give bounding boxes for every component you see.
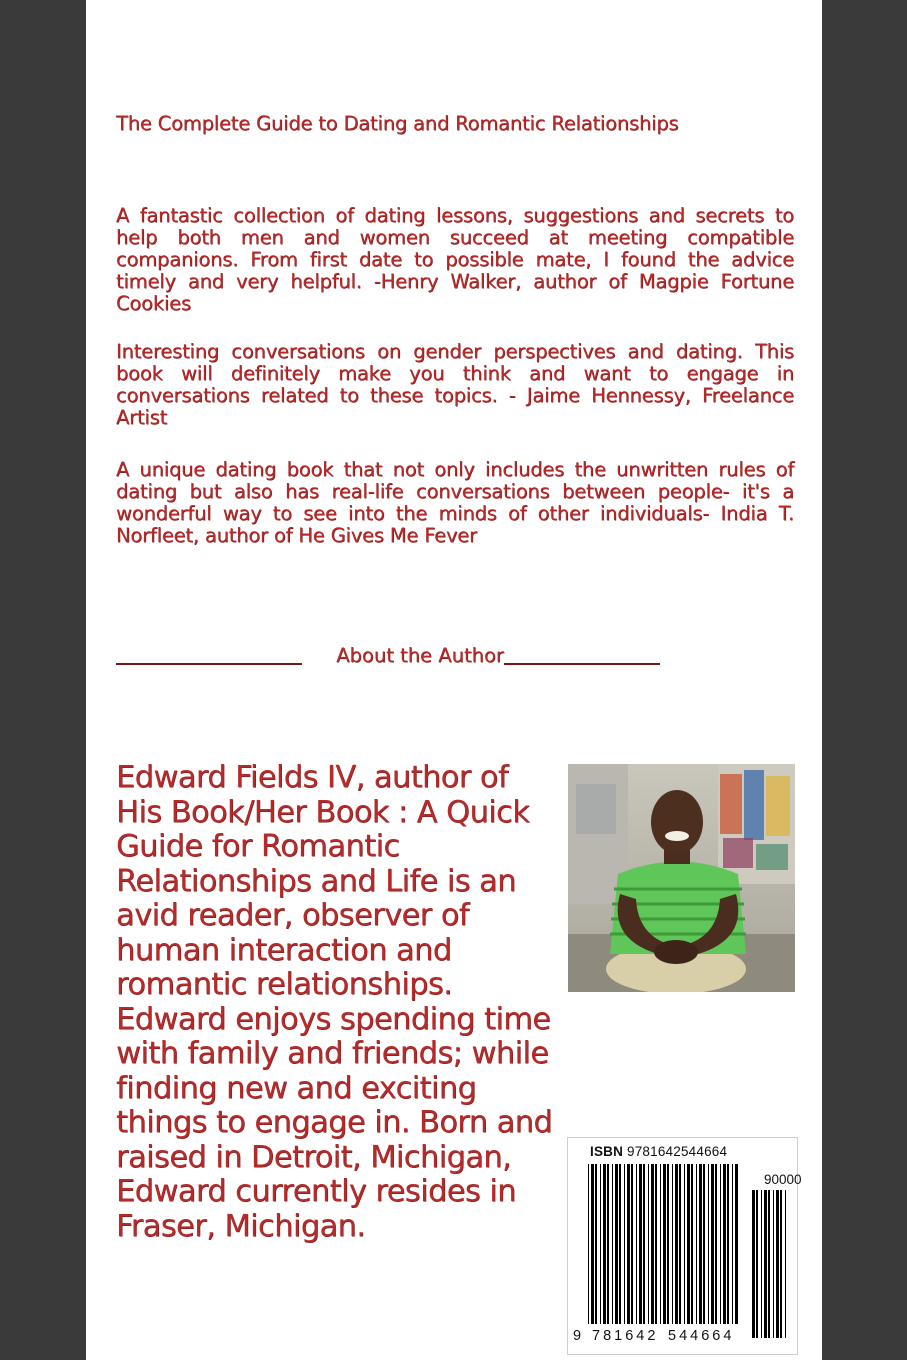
barcode-digit-first: 9 [573,1328,582,1344]
barcode-digit-group-2: 544664 [668,1328,735,1344]
barcode-bar [655,1164,657,1324]
barcode-bar [720,1164,721,1324]
barcode-bar [612,1164,613,1324]
barcode-bar [687,1164,690,1324]
barcode-bar [624,1164,625,1324]
barcode-bar [773,1190,774,1338]
author-bio: Edward Fields IV, author of His Book/Her Book : A Quick Guide for Romantic Relationships and Life is an avid reader, observer of human interaction and romantic relationships. Edward enjoys spending time with family and friends; while finding new and exciting things to engage in. Born and raised in Detroit, Michigan, Edward currently resides in Fraser, Michigan. [116,760,553,1244]
barcode-bar [776,1190,779,1338]
book-title: The Complete Guide to Dating and Romantic Relationships [116,112,679,135]
author-photo [568,764,795,992]
barcode-bar [631,1164,633,1324]
barcode-bar [711,1164,714,1324]
barcode-bar [699,1164,702,1324]
barcode-bar [667,1164,669,1324]
barcode-bar [600,1164,601,1324]
isbn-barcode-block [567,1137,802,1355]
price-code: 90000 [764,1172,802,1187]
barcode-image [568,1138,797,1354]
barcode-bar [696,1164,697,1324]
barcode-bar [684,1164,685,1324]
barcode-bar [727,1164,729,1324]
barcode-bar [588,1164,589,1324]
review-quote: A fantastic collection of dating lessons, suggestions and secrets to help both men and women succeed at meeting compatible companions. From first date to possible mate, I found the advice timely and very helpful. -Henry Walker, author of Magpie Fortune Cookies [116,204,794,315]
barcode-bar [679,1164,681,1324]
barcode-bar [691,1164,693,1324]
barcode-bar [648,1164,649,1324]
barcode-bar [735,1164,738,1324]
barcode-bar [764,1190,767,1338]
review-quote: A unique dating book that not only includes the unwritten rules of dating but also has real-life conversations between people- it's a wonderful way to see into the minds of other individuals- India T. Norfleet, author of He Gives Me Fever [116,458,794,547]
barcode-bar [591,1164,594,1324]
isbn-number: 9781642544664 [627,1144,728,1159]
barcode-bar [619,1164,621,1324]
barcode-bar [651,1164,654,1324]
barcode-bar [761,1190,762,1338]
barcode-bar [715,1164,717,1324]
about-author-heading [116,643,716,667]
barcode-bar [780,1190,782,1338]
barcode-bar [615,1164,618,1324]
about-author-label: About the Author [336,644,504,667]
barcode-bar [708,1164,709,1324]
barcode-bar [660,1164,661,1324]
barcode-bar [639,1164,642,1324]
barcode-bar [756,1190,758,1338]
barcode-bar [785,1190,786,1338]
barcode-digit-group-1: 781642 [592,1328,659,1344]
review-quote: Interesting conversations on gender perspectives and dating. This book will definitely make you think and want to engage in conversations related to these topics. - Jaime Hennessy, Freelance Artist [116,340,794,429]
heading-rule-right [504,643,660,665]
barcode-bar [627,1164,630,1324]
barcode-bar [768,1190,770,1338]
barcode-bar [732,1164,733,1324]
barcode-bar [663,1164,666,1324]
barcode-bar [643,1164,645,1324]
barcode-bar [703,1164,705,1324]
barcode-bar [672,1164,673,1324]
author-photo-image [568,764,795,992]
barcode-bar [723,1164,726,1324]
barcode-bar [636,1164,637,1324]
cover-page [86,0,822,1360]
barcode-bar [675,1164,678,1324]
isbn-label: ISBN 9781642544664 [590,1144,728,1159]
heading-rule-left [116,643,302,665]
barcode-bar [752,1190,755,1338]
barcode-bar [603,1164,606,1324]
barcode-bar [607,1164,609,1324]
barcode-bar [595,1164,597,1324]
